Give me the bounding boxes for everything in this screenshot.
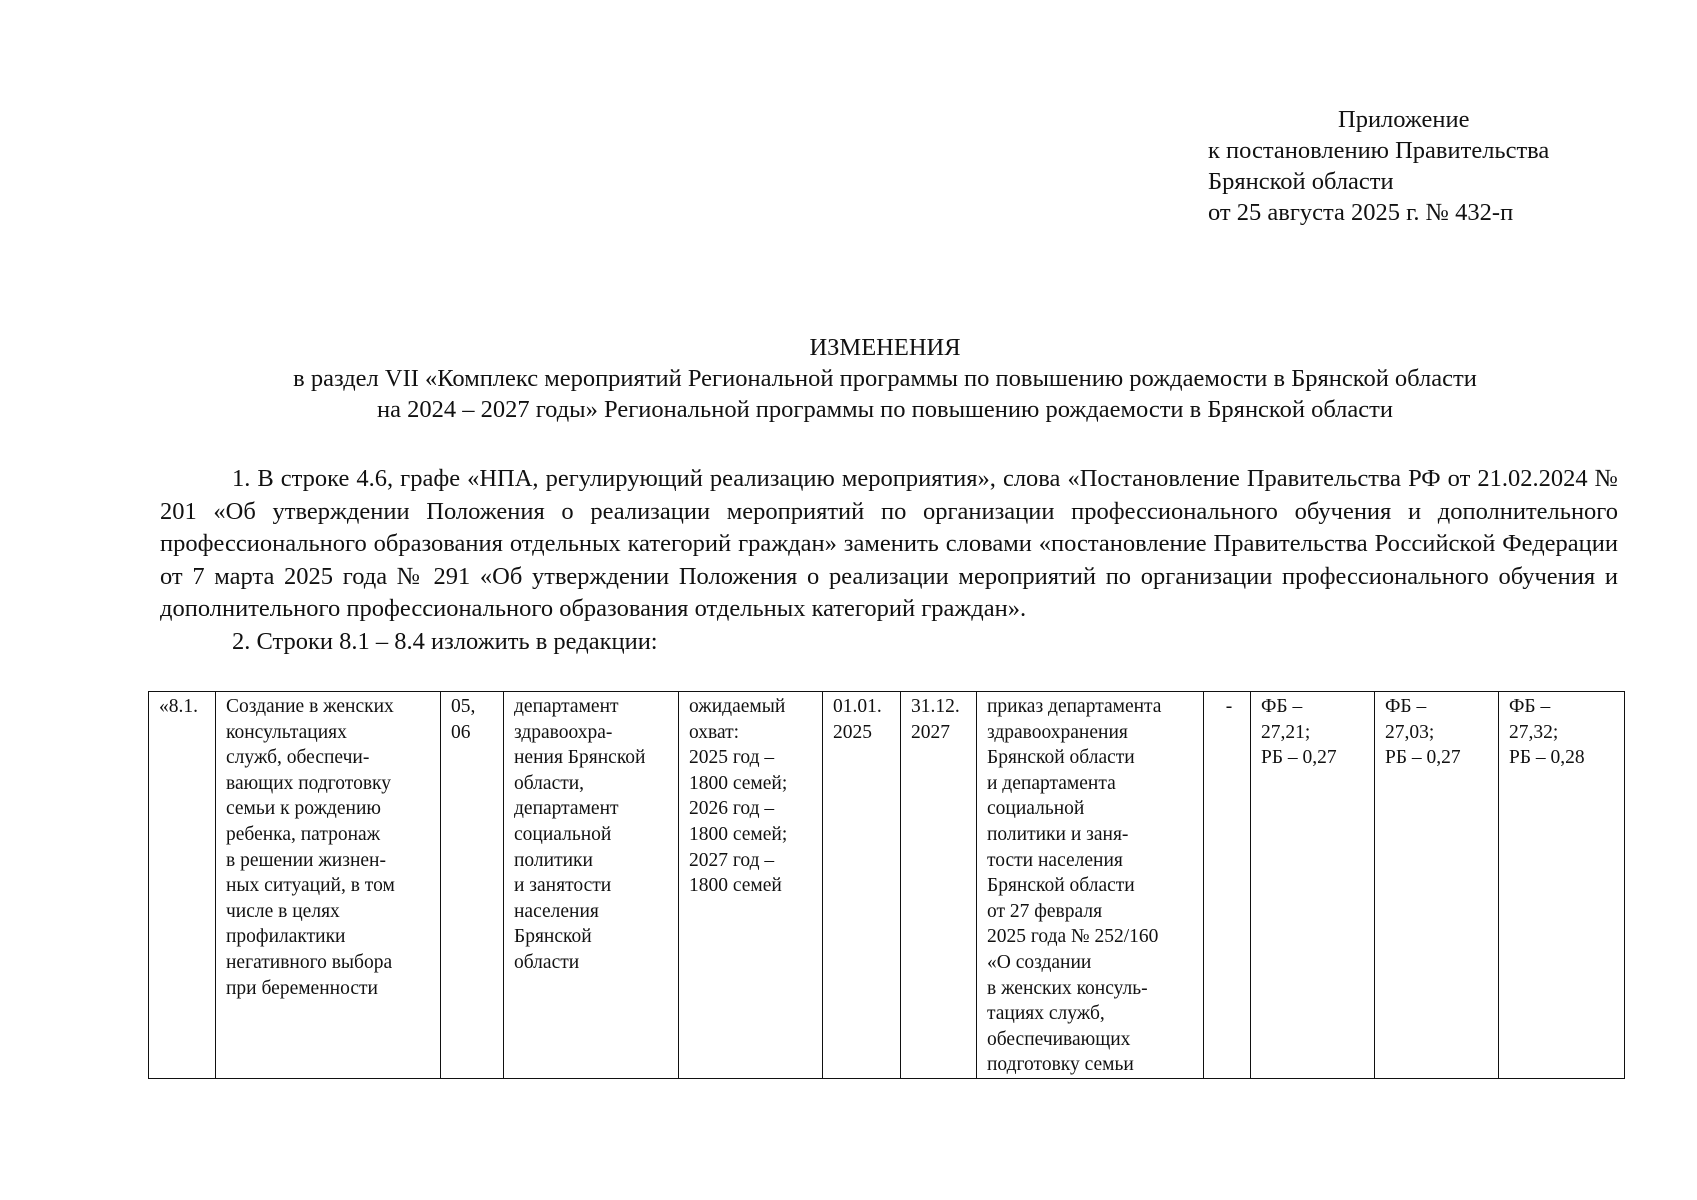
cell-expected-result <box>679 692 823 1079</box>
cell-row-number <box>149 692 216 1079</box>
cell-text-line: Создание в женских <box>226 696 394 717</box>
cell-responsible <box>504 692 679 1079</box>
cell-text-line: и департамента <box>987 772 1116 794</box>
cell-text-line: семьи к рождению <box>226 798 381 820</box>
cell-text-line: ФБ – <box>1509 696 1551 717</box>
appendix-line: к постановлению Правительства <box>1208 137 1550 164</box>
cell-text-line: от 27 февраля <box>987 900 1103 922</box>
cell-text-line: профилактики <box>226 926 346 948</box>
cell-text-line: числе в целях <box>226 900 340 922</box>
cell-text-line: 27,32; <box>1509 721 1559 743</box>
cell-text-line: 2026 год – <box>689 798 775 820</box>
cell-text-line: здравоохранения <box>987 721 1128 743</box>
cell-text-line: Брянской <box>514 926 592 948</box>
cell-text-line: 2027 год – <box>689 849 775 871</box>
cell-text-line: тациях служб, <box>987 1003 1105 1025</box>
cell-text-line: 2025 года № 252/160 <box>987 926 1159 948</box>
cell-text-line: в женских консуль- <box>987 977 1148 999</box>
cell-text-line: подготовку семьи <box>987 1054 1134 1076</box>
cell-text-line: «О создании <box>987 951 1092 973</box>
cell-text-line: социальной <box>514 823 612 845</box>
document-title: ИЗМЕНЕНИЯ <box>809 334 961 361</box>
cell-text-line: 2025 <box>833 721 872 743</box>
cell-text-line: социальной <box>987 798 1085 820</box>
cell-funding-2027 <box>1499 692 1625 1079</box>
cell-text-line: приказ департамента <box>987 696 1162 717</box>
cell-text-line: 27,21; <box>1261 721 1311 743</box>
cell-text-line: 31.12. <box>911 696 960 717</box>
cell-text-line: - <box>1225 696 1233 717</box>
cell-text-line: 1800 семей <box>689 875 782 897</box>
cell-text-line: Брянской области <box>987 875 1135 897</box>
cell-text-line: РБ – 0,27 <box>1261 747 1337 769</box>
cell-text-line: населения <box>514 900 599 922</box>
cell-text-line: 1800 семей; <box>689 823 788 845</box>
cell-measure-name <box>216 692 441 1079</box>
cell-text-line: 27,03; <box>1385 721 1435 743</box>
cell-text-line: ФБ – <box>1261 696 1303 717</box>
appendix-title: Приложение <box>1338 106 1470 133</box>
cell-funding-2025 <box>1251 692 1375 1079</box>
cell-text-line: 2027 <box>911 721 950 743</box>
cell-text-line: здравоохра- <box>514 721 613 743</box>
cell-text-line: обеспечивающих <box>987 1028 1131 1050</box>
cell-text-line: охват: <box>689 721 740 743</box>
cell-text-line: в решении жизнен- <box>226 849 386 871</box>
cell-text-line: политики <box>514 849 593 871</box>
cell-text-line: области, <box>514 772 585 794</box>
table-row <box>149 692 1625 1079</box>
cell-text-line: ных ситуаций, в том <box>226 875 395 897</box>
cell-text-line: тости населения <box>987 849 1123 871</box>
cell-text-line: ожидаемый <box>689 696 786 717</box>
cell-text-line: области <box>514 951 580 973</box>
paragraph-2: 2. Строки 8.1 – 8.4 изложить в редакции: <box>232 627 658 655</box>
cell-text-line: негативного выбора <box>226 951 393 973</box>
cell-text-line: при беременности <box>226 977 378 999</box>
cell-text-line: РБ – 0,27 <box>1385 747 1461 769</box>
cell-text-line: Брянской области <box>987 747 1135 769</box>
document-heading <box>150 332 1620 425</box>
cell-text-line: консультациях <box>226 721 347 743</box>
appendix-line: Брянской области <box>1208 168 1394 195</box>
paragraph-1: 1. В строке 4.6, графе «НПА, регулирующий реализацию мероприятия», слова «Постановление Правительства РФ от 21.02.2024 № 201 «Об утверждении Положения о реализации мероприятий по организации профессионального обучения и дополнительного профессионального образования отдельных категорий граждан» заменить словами «постановление Правительства Российской Федерации от 7 марта 2025 года № 291 «Об утверждении Положения о реализации мероприятий по организации профессионального обучения и дополнительного профессионального образования отдельных категорий граждан». <box>160 465 1618 622</box>
cell-end-date <box>901 692 977 1079</box>
cell-text-line: 01.01. <box>833 696 882 717</box>
cell-legal-act <box>977 692 1204 1079</box>
document-body <box>160 463 1618 658</box>
cell-text-line: департамент <box>514 696 619 717</box>
cell-funding-2026 <box>1375 692 1499 1079</box>
document-subtitle: на 2024 – 2027 годы» Региональной программы по повышению рождаемости в Брянской области <box>377 396 1393 423</box>
document-subtitle: в раздел VII «Комплекс мероприятий Региональной программы по повышению рождаемости в Брянской области <box>293 365 1477 392</box>
cell-text-line: служб, обеспечи- <box>226 747 370 769</box>
cell-text-line: «8.1. <box>159 696 198 717</box>
cell-text-line: 1800 семей; <box>689 772 788 794</box>
cell-text-line: политики и заня- <box>987 823 1129 845</box>
appendix-date-number: от 25 августа 2025 г. № 432-п <box>1208 199 1514 226</box>
cell-text-line: РБ – 0,28 <box>1509 747 1585 769</box>
cell-text-line: департамент <box>514 798 619 820</box>
cell-text-line: 2025 год – <box>689 747 775 769</box>
appendix-block <box>1208 104 1678 228</box>
cell-start-date <box>823 692 901 1079</box>
measures-table <box>148 691 1625 1079</box>
cell-text-line: ребенка, патронаж <box>226 823 381 845</box>
cell-text-line: ФБ – <box>1385 696 1427 717</box>
cell-text-line: вающих подготовку <box>226 772 391 794</box>
cell-text-line: нения Брянской <box>514 747 646 769</box>
cell-text-line: и занятости <box>514 875 612 897</box>
cell-text-line: 06 <box>451 721 471 743</box>
cell-dash <box>1204 692 1251 1079</box>
cell-text-line: 05, <box>451 696 476 717</box>
cell-code <box>441 692 504 1079</box>
